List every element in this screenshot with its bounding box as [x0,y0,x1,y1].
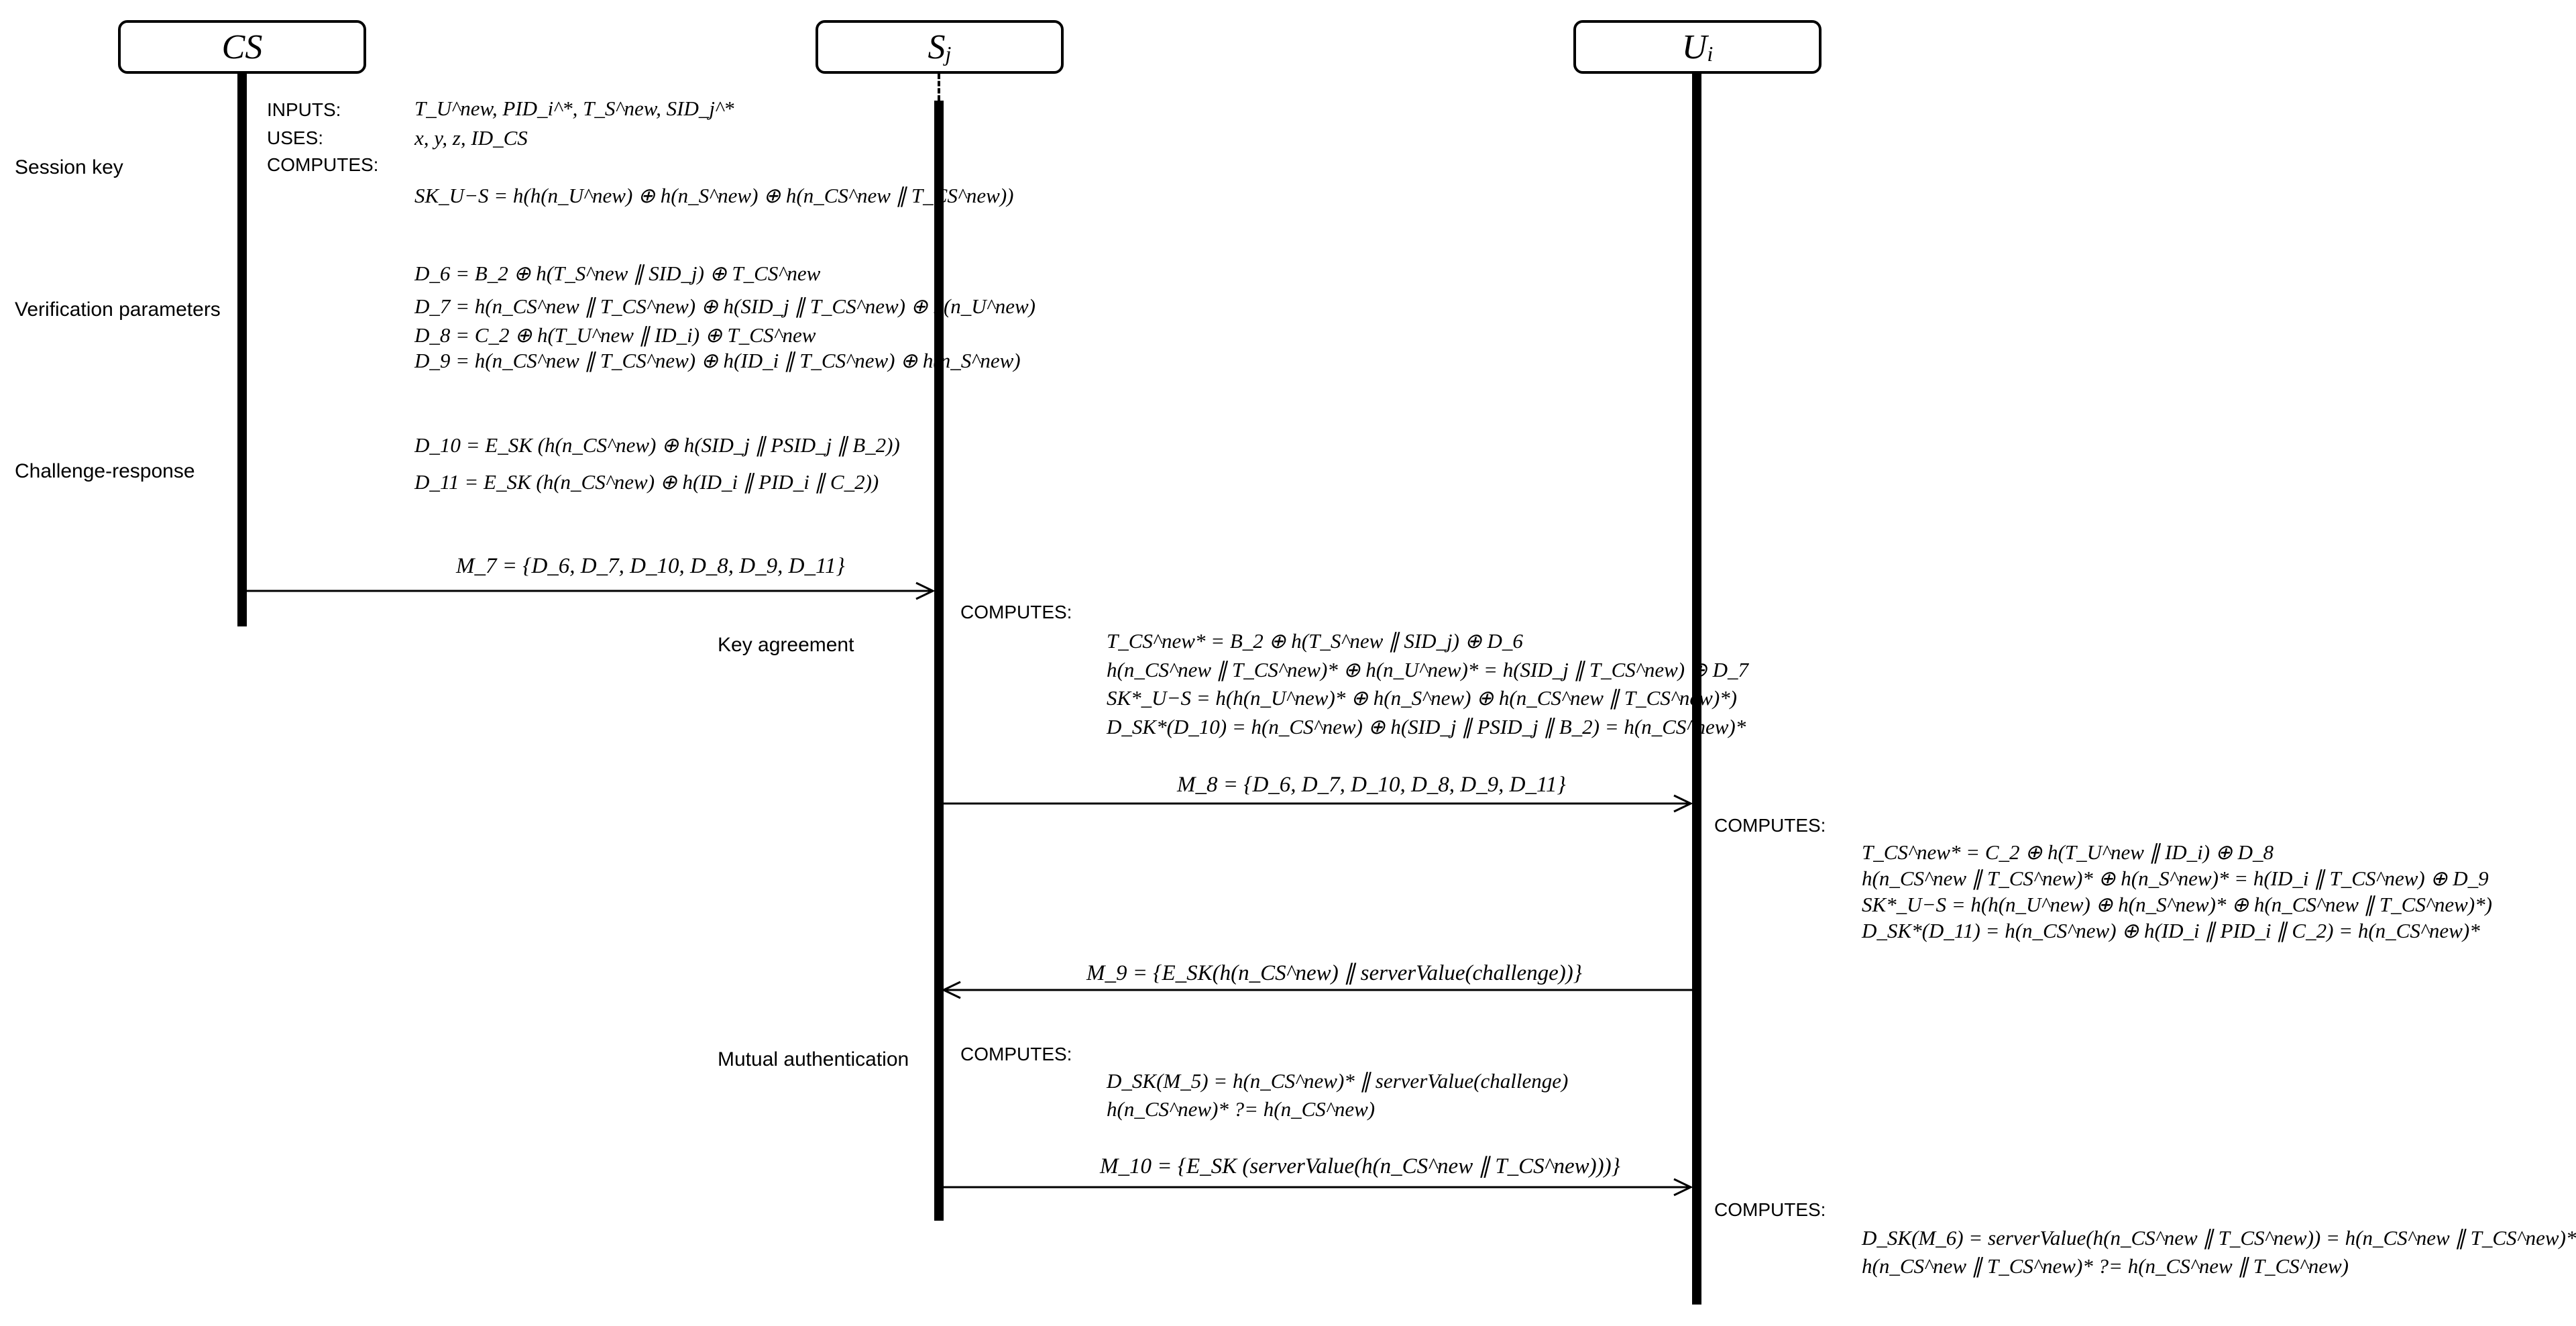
ui-mutualauth-line-1: D_SK(M_6) = serverValue(h(n_CS^new ∥ T_CS^new)) = h(n_CS^new ∥ T_CS^new)* [1862,1226,2576,1250]
cs-inputs-label: INPUTS: [267,99,341,120]
participant-sj-label: S [928,27,946,66]
ui-keyagreement-line-4: D_SK*(D_11) = h(n_CS^new) ⊕ h(ID_i ∥ PID_i ∥ C_2) = h(n_CS^new)* [1862,919,2480,942]
section-challenge-response: Challenge-response [15,460,195,482]
section-mutual-authentication: Mutual authentication [718,1048,909,1070]
sj-mutualauth-line-2: h(n_CS^new)* ?= h(n_CS^new) [1107,1097,1376,1121]
participant-sj-sub: j [945,41,952,66]
sj-computes-label-1: COMPUTES: [960,602,1072,622]
section-verification-parameters: Verification parameters [15,298,221,321]
cs-d8: D_8 = C_2 ⊕ h(T_U^new ∥ ID_i) ⊕ T_CS^new [414,323,816,347]
ui-mutualauth-line-2: h(n_CS^new ∥ T_CS^new)* ?= h(n_CS^new ∥ T_CS^new) [1862,1254,2349,1278]
cs-uses-value: x, y, z, ID_CS [414,126,528,150]
participant-ui-sub: i [1707,41,1714,66]
sj-mutualauth-line-1: D_SK(M_5) = h(n_CS^new)* ∥ serverValue(challenge) [1107,1069,1569,1093]
message-m7-label: M_7 = {D_6, D_7, D_10, D_8, D_9, D_11} [456,554,845,578]
ui-computes-label-1: COMPUTES: [1714,815,1826,836]
sj-keyagreement-line-1: T_CS^new* = B_2 ⊕ h(T_S^new ∥ SID_j) ⊕ D_6 [1107,629,1523,653]
participant-cs-label: CS [221,27,263,66]
cs-inputs-value: T_U^new, PID_i^*, T_S^new, SID_j^* [414,97,734,120]
cs-computes-label: COMPUTES: [267,154,379,175]
ui-computes-label-2: COMPUTES: [1714,1199,1826,1220]
message-m10-label: M_10 = {E_SK (serverValue(h(n_CS^new ∥ T_CS^new)))} [1100,1154,1620,1178]
cs-d6: D_6 = B_2 ⊕ h(T_S^new ∥ SID_j) ⊕ T_CS^new [414,262,821,285]
section-session-key: Session key [15,156,123,178]
ui-keyagreement-line-3: SK*_U−S = h(h(n_U^new) ⊕ h(n_S^new)* ⊕ h(n_CS^new ∥ T_CS^new)*) [1862,893,2492,916]
cs-d10: D_10 = E_SK (h(n_CS^new) ⊕ h(SID_j ∥ PSID_j ∥ B_2)) [414,433,900,457]
sj-keyagreement-line-2: h(n_CS^new ∥ T_CS^new)* ⊕ h(n_U^new)* = h(SID_j ∥ T_CS^new) ⊕ D_7 [1107,658,1748,681]
participant-ui-label: U [1681,27,1707,66]
sj-computes-label-2: COMPUTES: [960,1044,1072,1064]
sj-keyagreement-line-3: SK*_U−S = h(h(n_U^new)* ⊕ h(n_S^new) ⊕ h(n_CS^new ∥ T_CS^new)*) [1107,686,1737,710]
cs-uses-label: USES: [267,127,324,148]
ui-keyagreement-line-1: T_CS^new* = C_2 ⊕ h(T_U^new ∥ ID_i) ⊕ D_8 [1862,840,2274,864]
message-m8-label: M_8 = {D_6, D_7, D_10, D_8, D_9, D_11} [1177,773,1566,797]
ui-keyagreement-line-2: h(n_CS^new ∥ T_CS^new)* ⊕ h(n_S^new)* = h(ID_i ∥ T_CS^new) ⊕ D_9 [1862,867,2489,890]
cs-d9: D_9 = h(n_CS^new ∥ T_CS^new) ⊕ h(ID_i ∥ T_CS^new) ⊕ h(n_S^new) [414,349,1021,372]
cs-sk: SK_U−S = h(h(n_U^new) ⊕ h(n_S^new) ⊕ h(n_CS^new ∥ T_CS^new)) [414,184,1014,207]
cs-d11: D_11 = E_SK (h(n_CS^new) ⊕ h(ID_i ∥ PID_i ∥ C_2)) [414,470,879,494]
cs-d7: D_7 = h(n_CS^new ∥ T_CS^new) ⊕ h(SID_j ∥ T_CS^new) ⊕ h(n_U^new) [414,294,1035,318]
sj-keyagreement-line-4: D_SK*(D_10) = h(n_CS^new) ⊕ h(SID_j ∥ PSID_j ∥ B_2) = h(n_CS^new)* [1107,715,1746,738]
message-m9-label: M_9 = {E_SK(h(n_CS^new) ∥ serverValue(challenge))} [1086,961,1582,985]
section-key-agreement: Key agreement [718,634,854,656]
